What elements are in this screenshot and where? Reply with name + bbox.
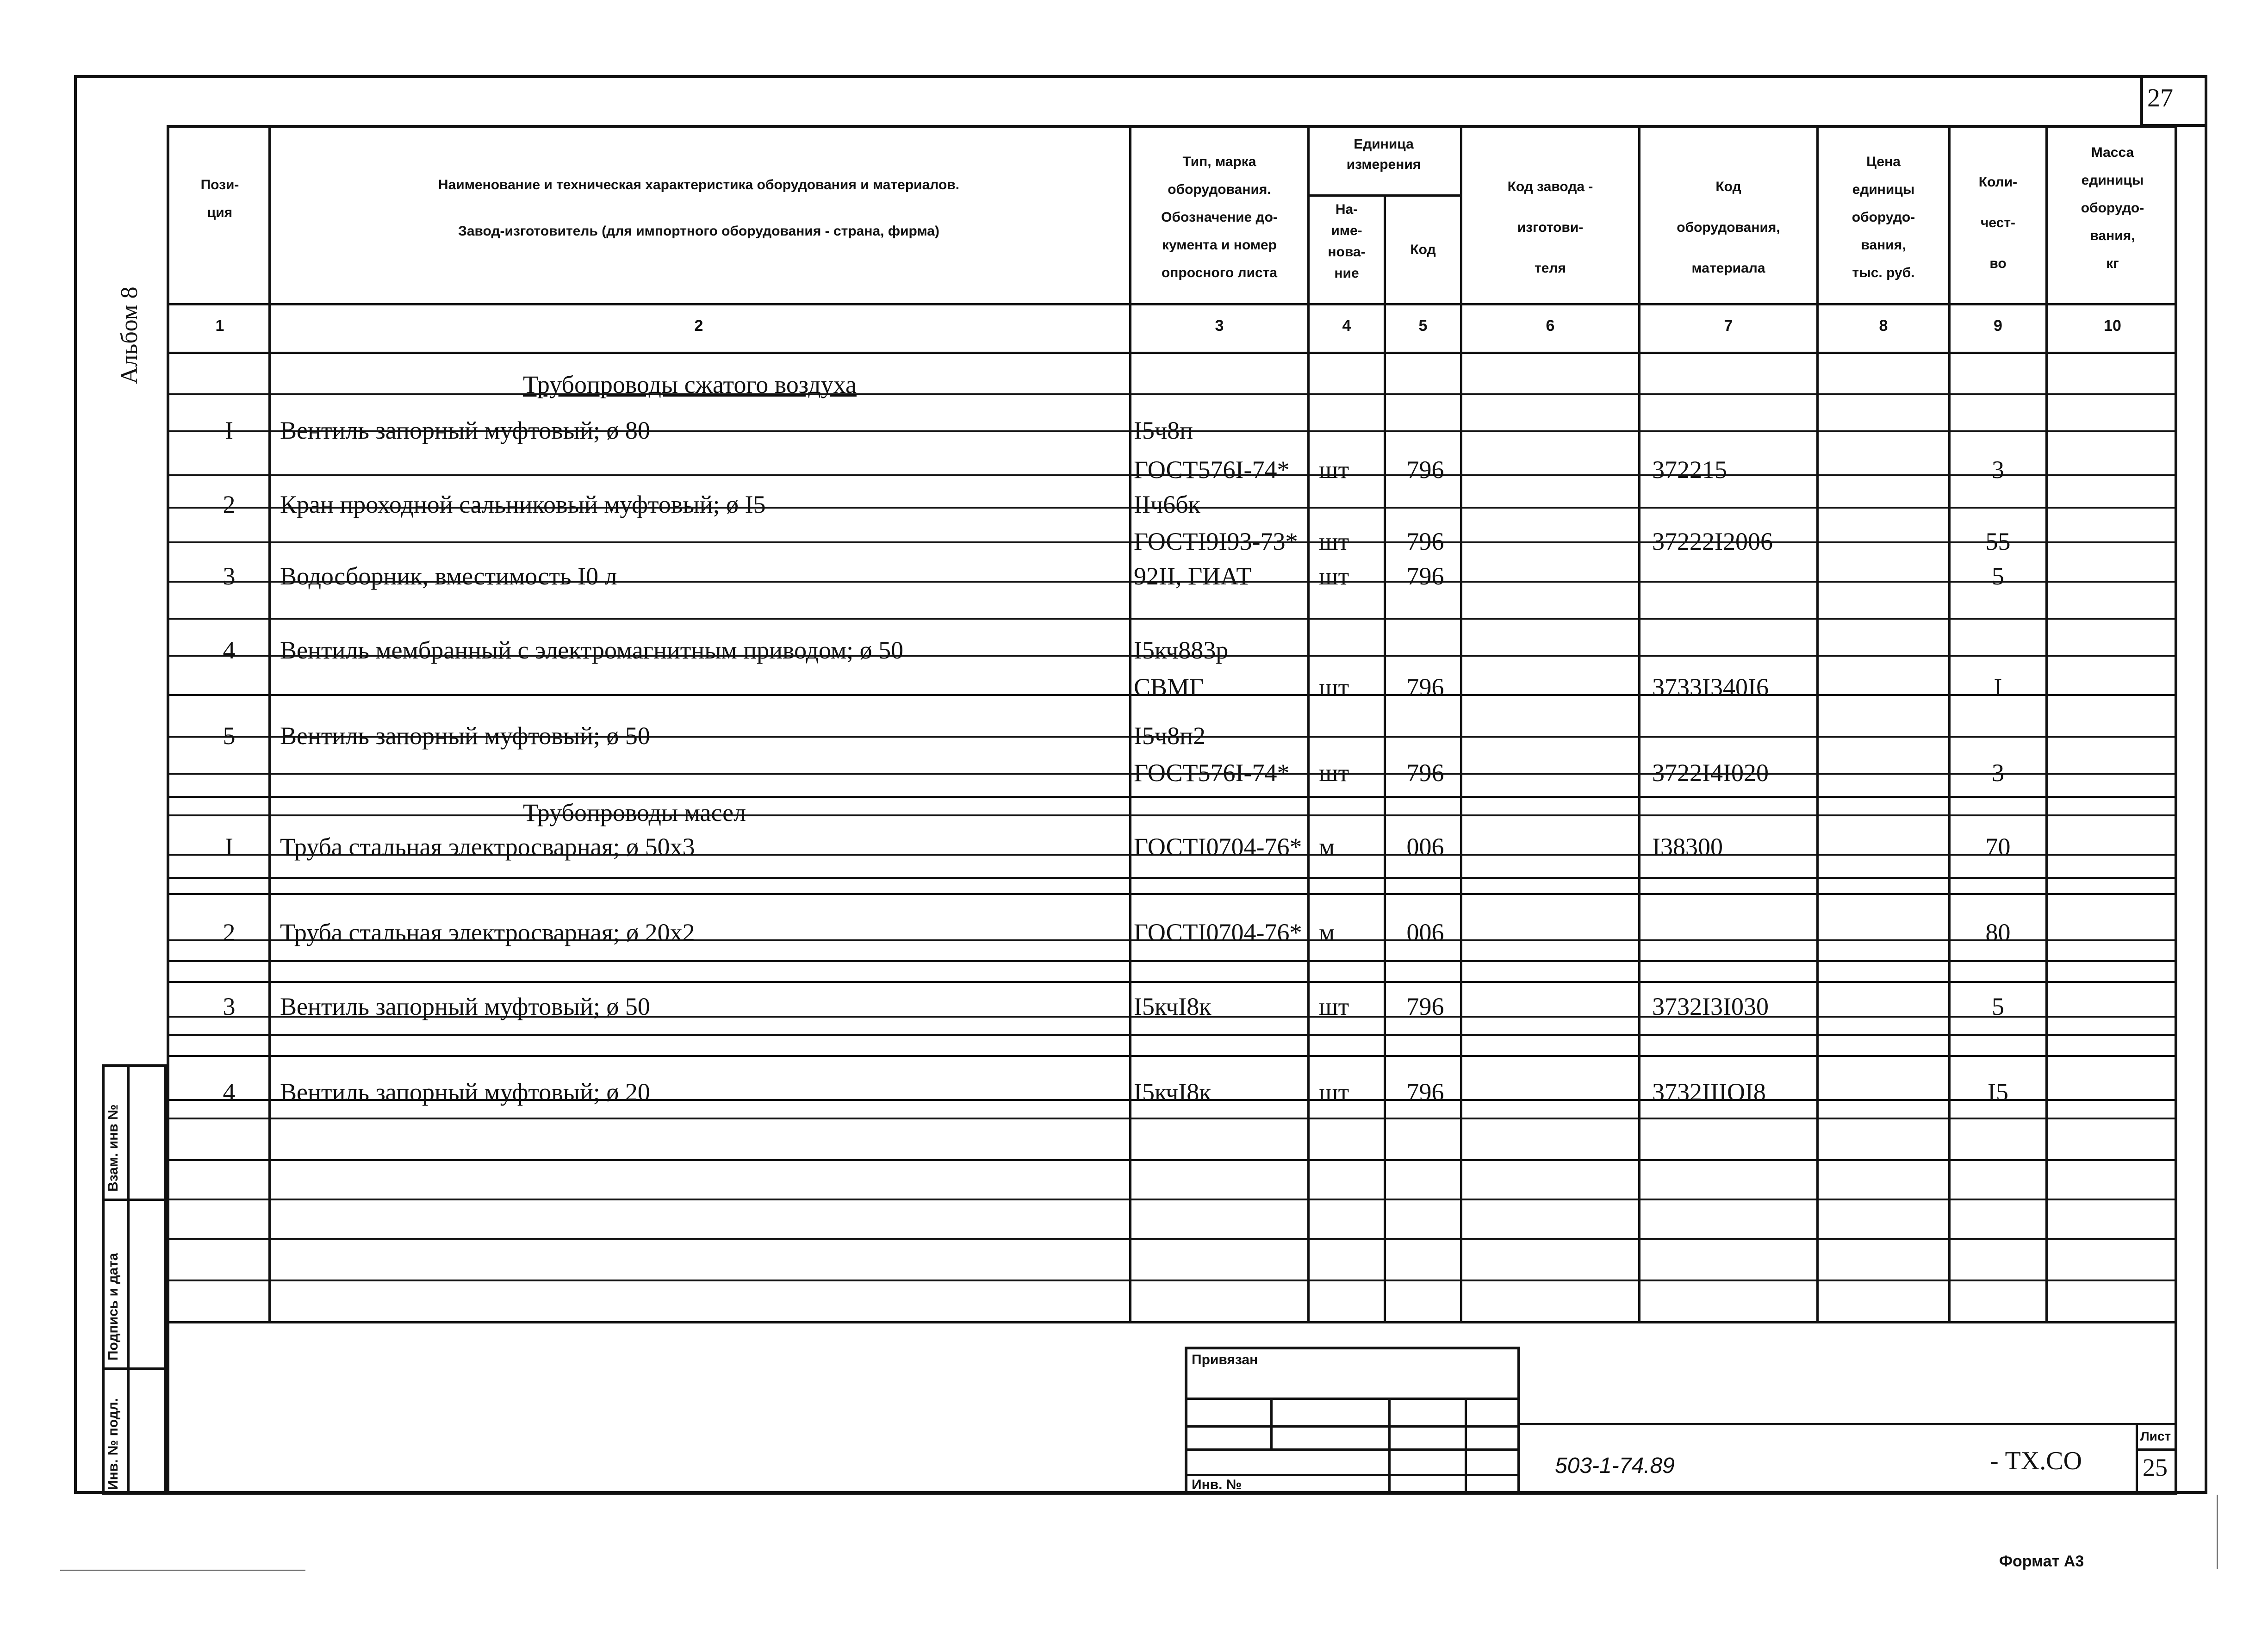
cell-equip: 3732IIIOI8 — [1652, 1078, 1766, 1106]
cell-type: ГОСТI0704-76* — [1134, 919, 1302, 946]
cut-mark — [60, 1570, 305, 1571]
side-label-inv-podl: Инв. № подл. — [106, 1398, 121, 1490]
inv-no-label: Инв. № — [1192, 1477, 1242, 1492]
cell-pos: 4 — [223, 636, 236, 664]
cell-qty: I5 — [1988, 1078, 2008, 1106]
cell-code: 796 — [1406, 562, 1444, 590]
cell-code: 006 — [1406, 833, 1444, 861]
cell-unit: м — [1319, 833, 1335, 861]
cell-qty: 80 — [1985, 919, 2011, 946]
colnum-10: 10 — [2104, 317, 2121, 335]
cell-code: 796 — [1406, 759, 1444, 787]
section-title-oil: Трубопроводы масел — [523, 799, 746, 826]
col-line-5 — [1460, 125, 1462, 1321]
sheet-box-line — [2136, 1448, 2177, 1451]
cell-code: 796 — [1406, 456, 1444, 484]
header-qty: Коли- чест- во — [1978, 174, 2018, 271]
cell-type: I5ч8п — [1134, 416, 1193, 444]
cell-type: СВМГ — [1134, 673, 1204, 701]
cell-name: Вентиль запорный муфтовый; ø 20 — [280, 1078, 650, 1106]
side-label-vzam: Взам. инв № — [106, 1104, 121, 1192]
header-unit-name: На- име- нова- ние — [1328, 202, 1366, 281]
cell-type: I5кч883р — [1134, 636, 1229, 664]
cell-equip: 3733I340I6 — [1652, 673, 1769, 701]
cell-pos: 2 — [223, 491, 236, 518]
cell-qty: 3 — [1992, 759, 2004, 787]
doc-code: 503-1-74.89 — [1555, 1454, 1675, 1478]
header-mass: Масса единицы оборудо- вания, кг — [2081, 145, 2144, 271]
col-line-2 — [1129, 125, 1131, 1321]
cell-type: ГОСТI9I93-73* — [1134, 528, 1298, 555]
cell-code: 796 — [1406, 1078, 1444, 1106]
cell-unit: м — [1319, 919, 1335, 946]
cell-equip: I38300 — [1652, 833, 1723, 861]
side-stamp-line-2 — [102, 1367, 167, 1370]
col-line-9 — [2045, 125, 2048, 1321]
cell-code: 796 — [1406, 673, 1444, 701]
attached-label: Привязан — [1192, 1352, 1258, 1367]
cell-type: I5кчI8к — [1134, 993, 1212, 1020]
sheet-box-left — [2136, 1423, 2138, 1495]
cell-type: ГОСТ576I-74* — [1134, 759, 1290, 787]
section-title-air: Трубопроводы сжатого воздуха — [523, 371, 857, 398]
col-line-4 — [1384, 194, 1386, 1321]
row-line — [167, 814, 2177, 816]
cell-equip: 372215 — [1652, 456, 1727, 484]
cell-name: Вентиль запорный муфтовый; ø 50 — [280, 722, 650, 750]
cell-unit: шт — [1319, 1078, 1349, 1106]
row-line — [167, 960, 2177, 962]
row-line — [167, 796, 2177, 798]
cell-pos: 4 — [223, 1078, 236, 1106]
cell-equip: 3722I4I020 — [1652, 759, 1769, 787]
attached-col-2 — [1388, 1398, 1391, 1495]
cell-name: Труба стальная электросварная; ø 20х2 — [280, 919, 695, 946]
side-label-sign-date: Подпись и дата — [106, 1253, 121, 1360]
cell-qty: 70 — [1985, 833, 2011, 861]
header-name-line2: Завод-изготовитель (для импортного оборудования - страна, фирма) — [458, 224, 939, 239]
attached-box — [1185, 1347, 1520, 1495]
colnum-2: 2 — [694, 317, 703, 335]
cell-type: ГОСТI0704-76* — [1134, 833, 1302, 861]
attached-col-3 — [1465, 1398, 1467, 1495]
colnum-6: 6 — [1546, 317, 1555, 335]
format-label: Формат А3 — [1999, 1553, 2084, 1570]
row-line — [167, 1238, 2177, 1240]
row-line — [167, 1280, 2177, 1281]
row-line — [167, 877, 2177, 879]
cell-unit: шт — [1319, 673, 1349, 701]
colnum-3: 3 — [1215, 317, 1224, 335]
side-stamp-line-1 — [102, 1199, 167, 1201]
sheet-label: Лист — [2140, 1429, 2171, 1443]
cell-unit: шт — [1319, 562, 1349, 590]
row-line — [167, 1118, 2177, 1119]
colnum-5: 5 — [1418, 317, 1428, 335]
row-line — [167, 393, 2177, 395]
attached-line-1 — [1185, 1398, 1520, 1400]
cell-pos: I — [225, 833, 233, 861]
cell-name: Вентиль мембранный с электромагнитным приводом; ø 50 — [280, 636, 904, 664]
cell-equip: 37222I2006 — [1652, 528, 1773, 555]
sheet-number-top: 27 — [2147, 84, 2173, 112]
row-line — [167, 1034, 2177, 1036]
attached-line-4 — [1185, 1474, 1520, 1476]
row-line — [167, 618, 2177, 620]
colnum-1: 1 — [215, 317, 224, 335]
colnum-4: 4 — [1342, 317, 1351, 335]
cell-unit: шт — [1319, 456, 1349, 484]
colnum-8: 8 — [1879, 317, 1888, 335]
cell-type: 92II, ГИАТ — [1134, 562, 1252, 590]
header-price: Цена единицы оборудо- вания, тыс. руб. — [1852, 154, 1915, 280]
header-name-line1: Наименование и техническая характеристика оборудования и материалов. — [438, 177, 960, 193]
cell-qty: 3 — [1992, 456, 2004, 484]
right-edge-mark — [2217, 1495, 2218, 1569]
header-unit-group: Единица измерения — [1346, 137, 1421, 172]
header-unit-code: Код — [1410, 242, 1436, 257]
cell-name: Водосборник, вместимость I0 л — [280, 562, 617, 590]
cell-name: Вентиль запорный муфтовый; ø 80 — [280, 416, 650, 444]
header-type: Тип, марка оборудования. Обозначение до- кумента и номер опросного листа — [1161, 154, 1278, 280]
cell-qty: I — [1994, 673, 2002, 701]
header-position: Пози- ция — [200, 177, 239, 220]
attached-line-3 — [1185, 1448, 1520, 1451]
header-divider — [167, 303, 2177, 305]
cell-code: 006 — [1406, 919, 1444, 946]
colnum-9: 9 — [1994, 317, 2002, 335]
cell-qty: 5 — [1992, 562, 2004, 590]
cell-pos: I — [225, 416, 233, 444]
cell-unit: шт — [1319, 528, 1349, 555]
cell-type: I5ч8п2 — [1134, 722, 1206, 750]
cell-type: ГОСТ576I-74* — [1134, 456, 1290, 484]
col-line-1 — [268, 125, 271, 1321]
cell-code: 796 — [1406, 528, 1444, 555]
sheet-no: 25 — [2143, 1454, 2168, 1481]
col-line-3 — [1307, 125, 1310, 1321]
title-block-top — [167, 1321, 2177, 1323]
cell-qty: 5 — [1992, 993, 2004, 1020]
doc-block-top — [1520, 1423, 2177, 1425]
header-plant-code: Код завода - изготови- теля — [1507, 179, 1593, 276]
doc-mark: - ТХ.СО — [1990, 1447, 2082, 1475]
cell-type: IIч6бк — [1134, 491, 1200, 518]
cell-pos: 3 — [223, 993, 236, 1020]
row-line — [167, 981, 2177, 983]
colnum-divider — [167, 352, 2177, 354]
attached-line-2 — [1185, 1425, 1520, 1428]
col-line-6 — [1638, 125, 1640, 1321]
row-line — [167, 1159, 2177, 1161]
col-line-7 — [1816, 125, 1819, 1321]
cell-code: 796 — [1406, 993, 1444, 1020]
cell-name: Вентиль запорный муфтовый; ø 50 — [280, 993, 650, 1020]
cell-pos: 5 — [223, 722, 236, 750]
cell-qty: 55 — [1985, 528, 2011, 555]
side-stamp-divider — [127, 1064, 130, 1495]
colnum-7: 7 — [1724, 317, 1733, 335]
col-line-8 — [1948, 125, 1951, 1321]
cell-equip: 3732I3I030 — [1652, 993, 1769, 1020]
cell-pos: 2 — [223, 919, 236, 946]
row-line — [167, 1055, 2177, 1057]
row-line — [167, 893, 2177, 895]
cell-unit: шт — [1319, 759, 1349, 787]
row-line — [167, 1199, 2177, 1200]
cell-pos: 3 — [223, 562, 236, 590]
cell-name: Кран проходной сальниковый муфтовый; ø I5 — [280, 491, 766, 518]
cell-type: I5кчI8к — [1134, 1078, 1212, 1106]
cell-unit: шт — [1319, 993, 1349, 1020]
header-equip-code: Код оборудования, материала — [1677, 179, 1780, 276]
cell-name: Труба стальная электросварная; ø 50х3 — [280, 833, 695, 861]
attached-col-1 — [1270, 1398, 1273, 1448]
album-label: Альбом 8 — [116, 286, 143, 384]
